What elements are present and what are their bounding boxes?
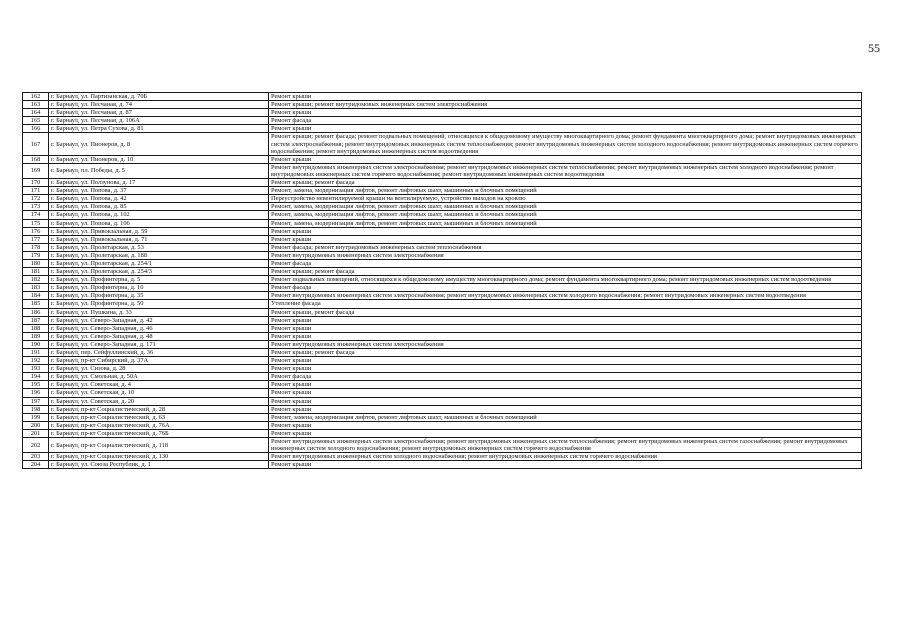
row-number: 164 <box>23 109 49 117</box>
row-works: Ремонт крыши; ремонт фасада <box>269 349 862 357</box>
table-row <box>23 308 862 316</box>
row-works: Ремонт крыши <box>269 381 862 389</box>
row-number: 175 <box>23 219 49 227</box>
table-row <box>23 381 862 389</box>
row-works: Ремонт, замена, модернизация лифтов, ремонт лифтовых шахт, машинных и блочных помещений <box>269 211 862 219</box>
row-address: г. Барнаул, ул. Привокзальная, д. 71 <box>49 235 269 243</box>
row-address: г. Барнаул, пр-кт Социалистический, д. 118 <box>49 438 269 453</box>
row-works: Ремонт крыши <box>269 365 862 373</box>
table-row <box>23 259 862 267</box>
row-number: 174 <box>23 211 49 219</box>
row-address: г. Барнаул, ул. Пионеров, д. 10 <box>49 155 269 163</box>
table-row <box>23 365 862 373</box>
row-works: Ремонт, замена, модернизация лифтов, ремонт лифтовых шахт, машинных и блочных помещений <box>269 187 862 195</box>
row-works: Ремонт внутридомовых инженерных систем электроснабжения; ремонт внутридомовых инженерных систем холодного водоснабжения; ремонт внутридомовых инженерных систем водоотведения <box>269 292 862 300</box>
row-address: г. Барнаул, ул. Северо-Западная, д. 46 <box>49 324 269 332</box>
row-number: 202 <box>23 438 49 453</box>
row-address: г. Барнаул, ул. Песчаная, д. 106А <box>49 117 269 125</box>
row-number: 200 <box>23 421 49 429</box>
row-address: г. Барнаул, ул. Советская, д. 10 <box>49 389 269 397</box>
row-works: Ремонт, замена, модернизация лифтов, ремонт лифтовых шахт, машинных и блочных помещений <box>269 219 862 227</box>
row-number: 170 <box>23 179 49 187</box>
table-row <box>23 235 862 243</box>
table-row <box>23 227 862 235</box>
row-address: г. Барнаул, пл. Победы, д. 5 <box>49 163 269 178</box>
row-works: Ремонт крыши <box>269 397 862 405</box>
page-number: 55 <box>868 41 880 55</box>
row-works: Ремонт крыши <box>269 125 862 133</box>
table-row <box>23 461 862 469</box>
table-row <box>23 268 862 276</box>
row-works: Ремонт внутридомовых инженерных систем электроснабжения <box>269 340 862 348</box>
row-number: 171 <box>23 187 49 195</box>
table-row <box>23 251 862 259</box>
row-works: Ремонт крыши <box>269 155 862 163</box>
table-row <box>23 125 862 133</box>
row-address: г. Барнаул, ул. Северо-Западная, д. 171 <box>49 340 269 348</box>
row-works: Ремонт крыши <box>269 93 862 101</box>
row-number: 194 <box>23 373 49 381</box>
row-number: 189 <box>23 332 49 340</box>
row-number: 183 <box>23 284 49 292</box>
row-number: 195 <box>23 381 49 389</box>
table-row <box>23 349 862 357</box>
row-number: 185 <box>23 300 49 308</box>
row-works: Ремонт крыши <box>269 235 862 243</box>
row-address: г. Барнаул, пр-кт Сибирский, д. 37А <box>49 357 269 365</box>
row-works: Ремонт внутридомовых инженерных систем электроснабжения <box>269 251 862 259</box>
row-number: 176 <box>23 227 49 235</box>
row-number: 204 <box>23 461 49 469</box>
row-number: 203 <box>23 453 49 461</box>
row-works: Переустройство невентилируемой крыши на вентилируемую, устройство выходов на кровлю <box>269 195 862 203</box>
row-address: г. Барнаул, ул. Смольная, д. 50А <box>49 373 269 381</box>
table-row <box>23 203 862 211</box>
row-number: 180 <box>23 259 49 267</box>
row-number: 187 <box>23 316 49 324</box>
row-works: Ремонт крыши <box>269 429 862 437</box>
row-number: 163 <box>23 101 49 109</box>
row-number: 186 <box>23 308 49 316</box>
row-number: 169 <box>23 163 49 178</box>
table-row <box>23 340 862 348</box>
row-number: 197 <box>23 397 49 405</box>
row-works: Ремонт внутридомовых инженерных систем электроснабжения; ремонт внутридомовых инженерных систем теплоснабжения; ремонт внутридомовых инженерных систем холодного водоснабжения; ремонт внутридомовых инженерных систем горячего водоснабжения; ремонт внутридомовых инженерных систем водоотведения <box>269 163 862 178</box>
table-row <box>23 163 862 178</box>
table-row <box>23 195 862 203</box>
row-address: г. Барнаул, ул. Привокзальная, д. 59 <box>49 227 269 235</box>
row-works: Утепление фасада <box>269 300 862 308</box>
row-address: г. Барнаул, пр-кт Социалистический, д. 130 <box>49 453 269 461</box>
row-number: 192 <box>23 357 49 365</box>
row-address: г. Барнаул, ул. Попова, д. 42 <box>49 195 269 203</box>
table-row <box>23 219 862 227</box>
row-works: Ремонт крыши <box>269 461 862 469</box>
row-address: г. Барнаул, ул. Советская, д. 20 <box>49 397 269 405</box>
row-works: Ремонт крыши <box>269 405 862 413</box>
row-number: 188 <box>23 324 49 332</box>
table-row <box>23 292 862 300</box>
repair-register-table <box>22 92 862 469</box>
row-number: 177 <box>23 235 49 243</box>
table-row <box>23 397 862 405</box>
row-address: г. Барнаул, ул. Попова, д. 102 <box>49 211 269 219</box>
row-address: г. Барнаул, ул. Пионеров, д. 8 <box>49 133 269 155</box>
row-address: г. Барнаул, ул. Пролетарская, д. 188 <box>49 251 269 259</box>
row-address: г. Барнаул, ул. Профинтерна, д. 35 <box>49 292 269 300</box>
row-number: 165 <box>23 117 49 125</box>
row-address: г. Барнаул, ул. Профинтерна, д. 5 <box>49 276 269 284</box>
row-works: Ремонт крыши <box>269 421 862 429</box>
row-works: Ремонт фасада <box>269 284 862 292</box>
table-row <box>23 373 862 381</box>
row-works: Ремонт фасада <box>269 373 862 381</box>
row-works: Ремонт крыши <box>269 357 862 365</box>
row-number: 162 <box>23 93 49 101</box>
row-number: 193 <box>23 365 49 373</box>
row-number: 181 <box>23 268 49 276</box>
row-address: г. Барнаул, пр-кт Социалистический, д. 63 <box>49 413 269 421</box>
row-number: 190 <box>23 340 49 348</box>
row-number: 184 <box>23 292 49 300</box>
table-row <box>23 284 862 292</box>
row-address: г. Барнаул, ул. Профинтерна, д. 50 <box>49 300 269 308</box>
table-row <box>23 357 862 365</box>
row-address: г. Барнаул, ул. Песчаная, д. 87 <box>49 109 269 117</box>
row-number: 201 <box>23 429 49 437</box>
row-address: г. Барнаул, ул. Северо-Западная, д. 48 <box>49 332 269 340</box>
table-row <box>23 243 862 251</box>
table-row <box>23 332 862 340</box>
table-row <box>23 389 862 397</box>
row-works: Ремонт внутридомовых инженерных систем холодного водоснабжения; ремонт внутридомовых инженерных систем горячего водоснабжения <box>269 453 862 461</box>
table-row <box>23 421 862 429</box>
row-address: г. Барнаул, ул. Пролетарская, д. 53 <box>49 243 269 251</box>
table-row <box>23 300 862 308</box>
row-number: 172 <box>23 195 49 203</box>
table-row <box>23 429 862 437</box>
table-row <box>23 109 862 117</box>
row-works: Ремонт крыши <box>269 324 862 332</box>
table-row <box>23 187 862 195</box>
row-number: 178 <box>23 243 49 251</box>
table-row <box>23 155 862 163</box>
table-row <box>23 405 862 413</box>
row-number: 196 <box>23 389 49 397</box>
row-address: г. Барнаул, пр-кт Социалистический, д. 28 <box>49 405 269 413</box>
table-row <box>23 438 862 453</box>
row-number: 173 <box>23 203 49 211</box>
row-works: Ремонт, замена, модернизация лифтов, ремонт лифтовых шахт, машинных и блочных помещений <box>269 203 862 211</box>
row-number: 191 <box>23 349 49 357</box>
row-number: 198 <box>23 405 49 413</box>
row-address: г. Барнаул, ул. Профинтерна, д. 10 <box>49 284 269 292</box>
row-works: Ремонт фасада; ремонт внутридомовых инженерных систем теплоснабжения <box>269 243 862 251</box>
row-works: Ремонт крыши <box>269 227 862 235</box>
row-address: г. Барнаул, ул. Попова, д. 37 <box>49 187 269 195</box>
table-row <box>23 101 862 109</box>
row-number: 168 <box>23 155 49 163</box>
row-address: г. Барнаул, ул. Пушкина, д. 33 <box>49 308 269 316</box>
row-number: 167 <box>23 133 49 155</box>
row-works: Ремонт внутридомовых инженерных систем электроснабжения; ремонт внутридомовых инженерных систем теплоснабжения; ремонт внутридомовых инженерных систем газоснабжения; ремонт внутридомовых инженерных систем холодного водоснабжения; ремонт внутридомовых инженерных систем горячего водоснабжения <box>269 438 862 453</box>
row-works: Ремонт крыши, ремонт фасада <box>269 308 862 316</box>
table-row <box>23 324 862 332</box>
row-address: г. Барнаул, ул. Пролетарская, д. 254/1 <box>49 259 269 267</box>
row-works: Ремонт фасада <box>269 259 862 267</box>
row-works: Ремонт крыши; ремонт фасада <box>269 179 862 187</box>
row-works: Ремонт подвальных помещений, относящихся к общедомовому имуществу многоквартирного дома; ремонт фундамента многоквартирного дома; ремонт внутридомовых инженерных систем водоотведения <box>269 276 862 284</box>
table-row <box>23 179 862 187</box>
row-address: г. Барнаул, ул. Союза Республик, д. 1 <box>49 461 269 469</box>
row-works: Ремонт крыши <box>269 316 862 324</box>
row-number: 166 <box>23 125 49 133</box>
row-address: г. Барнаул, ул. Песчаная, д. 74 <box>49 101 269 109</box>
table-row <box>23 93 862 101</box>
row-works: Ремонт крыши; ремонт фасада <box>269 268 862 276</box>
row-number: 179 <box>23 251 49 259</box>
row-address: г. Барнаул, ул. Попова, д. 85 <box>49 203 269 211</box>
row-address: г. Барнаул, ул. Попова, д. 106 <box>49 219 269 227</box>
table-row <box>23 413 862 421</box>
row-address: г. Барнаул, ул. Северо-Западная, д. 42 <box>49 316 269 324</box>
table-row <box>23 133 862 155</box>
row-works: Ремонт крыши; ремонт фасада; ремонт подвальных помещений, относящихся к общедомовому имуществу многоквартирного дома; ремонт фундамента многоквартирного дома; ремонт внутридомовых инженерных систем электроснабжения; ремонт внутридомовых инженерных систем теплоснабжения; ремонт внутридомовых инженерных систем холодного водоснабжения; ремонт внутридомовых инженерных систем горячего водоснабжения; ремонт внутридомовых инженерных систем водоотведения <box>269 133 862 155</box>
row-address: г. Барнаул, ул. Ползунова, д. 17 <box>49 179 269 187</box>
row-works: Ремонт, замена, модернизация лифтов, ремонт лифтовых шахт, машинных и блочных помещений <box>269 413 862 421</box>
table-row <box>23 211 862 219</box>
table-row <box>23 453 862 461</box>
table-row <box>23 117 862 125</box>
row-works: Ремонт фасада <box>269 117 862 125</box>
row-address: г. Барнаул, пр-кт Социалистический, д. 76А <box>49 421 269 429</box>
row-works: Ремонт крыши <box>269 389 862 397</box>
row-address: г. Барнаул, ул. Петра Сухова, д. 81 <box>49 125 269 133</box>
row-address: г. Барнаул, ул. Партизанская, д. 70Б <box>49 93 269 101</box>
row-address: г. Барнаул, ул. Пролетарская, д. 254/3 <box>49 268 269 276</box>
table-row <box>23 316 862 324</box>
row-works: Ремонт крыши <box>269 332 862 340</box>
table-row <box>23 276 862 284</box>
row-number: 199 <box>23 413 49 421</box>
row-address: г. Барнаул, ул. Сизова, д. 28 <box>49 365 269 373</box>
row-address: г. Барнаул, пер. Сейфуллинский, д. 36 <box>49 349 269 357</box>
row-works: Ремонт крыши <box>269 109 862 117</box>
row-address: г. Барнаул, пр-кт Социалистический, д. 76Б <box>49 429 269 437</box>
row-number: 182 <box>23 276 49 284</box>
row-address: г. Барнаул, ул. Советская, д. 4 <box>49 381 269 389</box>
row-works: Ремонт крыши; ремонт внутридомовых инженерных систем электроснабжения <box>269 101 862 109</box>
table-body <box>23 93 862 469</box>
